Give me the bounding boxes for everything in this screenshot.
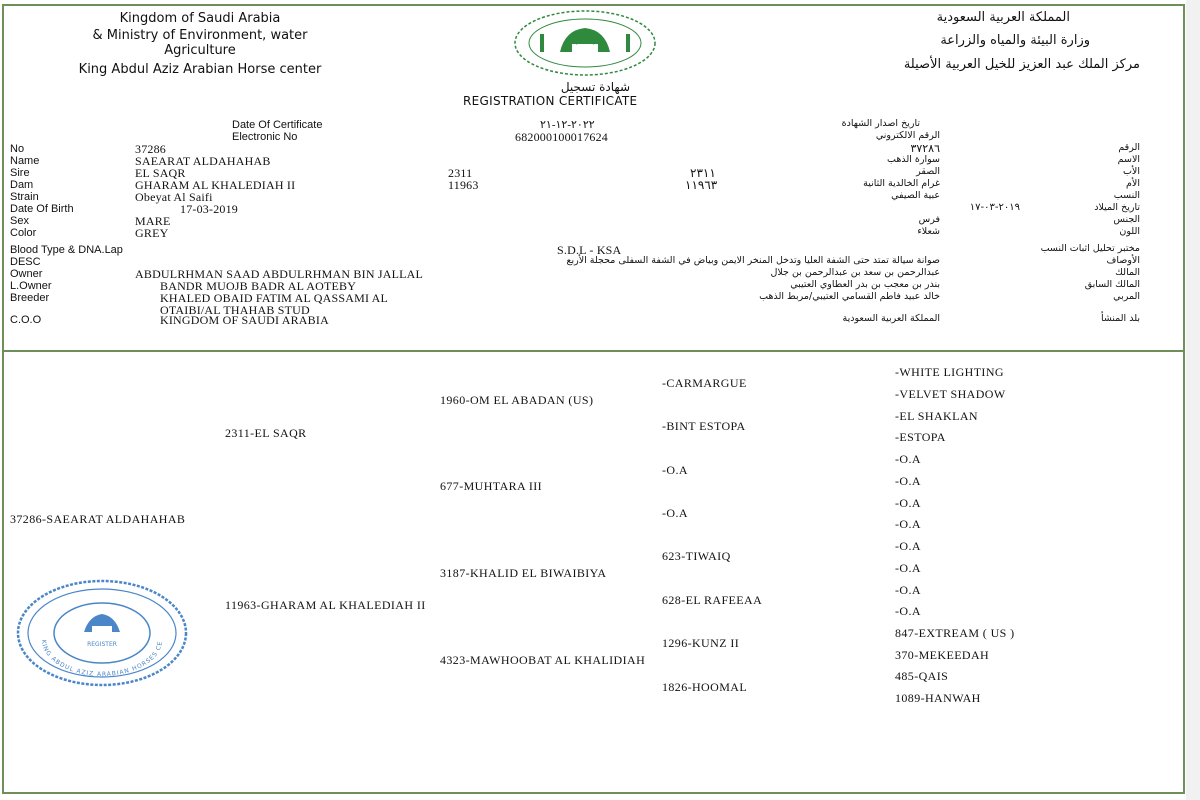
owner-label: Owner [10, 268, 43, 280]
pedigree-g4-11: -O.A [895, 583, 921, 597]
date-label: Date Of Certificate [232, 119, 323, 131]
no-value-ar: ٣٧٢٨٦ [910, 142, 940, 155]
pedigree-g3-7: 1296-KUNZ II [662, 636, 740, 650]
breeder-label: Breeder [10, 292, 50, 304]
header-en-line3: Agriculture [164, 43, 236, 58]
pedigree-g3-3: -O.A [662, 463, 688, 477]
pedigree-g4-8: -O.A [895, 517, 921, 531]
pedigree-g4-13: 847-EXTREAM ( US ) [895, 626, 1015, 640]
name-value: SAEARAT ALDAHAHAB [135, 154, 271, 168]
coo-label: C.O.O [10, 314, 42, 326]
pedigree-g4-16: 1089-HANWAH [895, 691, 981, 705]
dam-value-ar: غرام الخالدية الثانية [863, 178, 940, 189]
section-divider [2, 350, 1185, 352]
pedigree-g4-10: -O.A [895, 561, 921, 575]
desc-label-ar: الأوصاف [1106, 255, 1140, 266]
blood-label-ar: مختبر تحليل اثبات النسب [1040, 243, 1140, 254]
sire-value: EL SAQR [135, 166, 186, 180]
header-en-line2: & Ministry of Environment, water [92, 28, 308, 43]
no-label-ar: الرقم [1118, 142, 1140, 153]
pedigree-dam-sire: 3187-KHALID EL BIWAIBIYA [440, 566, 607, 580]
pedigree-g4-4: -ESTOPA [895, 430, 946, 444]
pedigree-g4-5: -O.A [895, 452, 921, 466]
seal-ring-text: KING ABDUL AZIZ ARABIAN HORSES CE [39, 639, 165, 679]
page-edge [1186, 0, 1200, 800]
pedigree-dam-dam: 4323-MAWHOOBAT AL KHALIDIAH [440, 653, 646, 667]
electronic-label-ar: الرقم الالكتروني [875, 130, 940, 141]
center-seal-icon [14, 578, 190, 688]
pedigree-g4-7: -O.A [895, 496, 921, 510]
desc-label: DESC [10, 256, 41, 268]
sex-label: Sex [10, 215, 29, 227]
color-label: Color [10, 227, 37, 239]
pedigree-sire: 2311-EL SAQR [225, 426, 307, 440]
sire-label: Sire [10, 167, 30, 179]
sex-value-ar: فرس [918, 214, 940, 225]
breeder-value-ar: خالد عبيد فاطم القسامي العتيبي/مربط الذهب [759, 291, 940, 302]
sire-number-ar: ٢٣١١ [690, 166, 716, 180]
no-value: 37286 [135, 142, 166, 156]
owner-value-ar: عبدالرحمن بن سعد بن عبدالرحمن بن جلال [770, 267, 940, 278]
coo-value: KINGDOM OF SAUDI ARABIA [160, 313, 329, 327]
pedigree-g3-5: 623-TIWAIQ [662, 549, 731, 563]
strain-value: Obeyat Al Saifi [135, 190, 213, 204]
pedigree-g3-2: -BINT ESTOPA [662, 419, 746, 433]
pedigree-dam: 11963-GHARAM AL KHALEDIAH II [225, 598, 426, 612]
dob-value-ar: ٢٠١٩-٠٣-١٧ [969, 202, 1020, 213]
name-label-ar: الاسم [1117, 154, 1140, 165]
sex-value: MARE [135, 214, 171, 228]
pedigree-g4-15: 485-QAIS [895, 669, 949, 683]
pedigree-g3-4: -O.A [662, 506, 688, 520]
pedigree-horse: 37286-SAEARAT ALDAHAHAB [10, 512, 186, 526]
color-value-ar: شعلاء [917, 226, 940, 237]
coo-label-ar: بلد المنشأ [1100, 313, 1140, 324]
color-label-ar: اللون [1119, 226, 1140, 237]
name-label: Name [10, 155, 40, 167]
sire-value-ar: الصقر [916, 166, 940, 177]
dam-number-ar: ١١٩٦٣ [685, 178, 718, 192]
electronic-label: Electronic No [232, 131, 298, 143]
color-value: GREY [135, 226, 169, 240]
pedigree-g3-6: 628-EL RAFEEAA [662, 593, 763, 607]
pedigree-g3-8: 1826-HOOMAL [662, 680, 748, 694]
ministry-logo-icon [510, 8, 660, 78]
electronic-value: 682000100017624 [515, 130, 608, 144]
pedigree-sire-sire: 1960-OM EL ABADAN (US) [440, 393, 594, 407]
lowner-value: BANDR MUOJB BADR AL AOTEBY [160, 279, 357, 293]
pedigree-g4-6: -O.A [895, 474, 921, 488]
pedigree-g3-1: -CARMARGUE [662, 376, 747, 390]
pedigree-g4-1: -WHITE LIGHTING [895, 365, 1004, 379]
pedigree-sire-dam: 677-MUHTARA III [440, 479, 543, 493]
lowner-value-ar: بندر بن معجب بن بدر العطاوي العتيبي [790, 279, 940, 290]
sire-number: 2311 [448, 166, 473, 180]
owner-label-ar: المالك [1115, 267, 1140, 278]
name-value-ar: سوارة الذهب [887, 154, 940, 165]
pedigree-g4-14: 370-MEKEEDAH [895, 648, 990, 662]
strain-label-ar: النسب [1113, 190, 1140, 201]
strain-label: Strain [10, 191, 39, 203]
title-en: REGISTRATION CERTIFICATE [463, 94, 638, 108]
pedigree-g4-12: -O.A [895, 604, 921, 618]
header-en-line1: Kingdom of Saudi Arabia [119, 11, 281, 26]
pedigree-g4-3: -EL SHAKLAN [895, 409, 978, 423]
breeder-label-ar: المربي [1113, 291, 1140, 302]
header-ar-line1: المملكة العربية السعودية [936, 10, 1070, 25]
sire-label-ar: الأب [1122, 166, 1140, 177]
lowner-label-ar: المالك السابق [1084, 279, 1140, 290]
sex-label-ar: الجنس [1113, 214, 1140, 225]
no-label: No [10, 143, 25, 155]
dam-value: GHARAM AL KHALEDIAH II [135, 178, 296, 192]
dam-label-ar: الأم [1126, 178, 1140, 189]
header-ar-line3: مركز الملك عبد العزيز للخيل العربية الأصيلة [903, 57, 1140, 72]
coo-value-ar: المملكة العربية السعودية [842, 313, 940, 324]
dob-value: 17-03-2019 [180, 202, 238, 216]
seal-register-text: REGISTER [87, 641, 117, 648]
lowner-label: L.Owner [10, 280, 52, 292]
pedigree-g4-2: -VELVET SHADOW [895, 387, 1006, 401]
header-en-center: King Abdul Aziz Arabian Horse center [78, 62, 322, 77]
dob-label: Date Of Birth [10, 203, 74, 215]
dob-label-ar: تاريخ الميلاد [1094, 202, 1140, 213]
date-label-ar: تاريخ اصدار الشهادة [841, 118, 920, 129]
strain-value-ar: عبية الصيفي [891, 190, 940, 201]
blood-label: Blood Type & DNA.Lap [10, 244, 123, 256]
owner-value: ABDULRHMAN SAAD ABDULRHMAN BIN JALLAL [135, 267, 424, 281]
blood-value: S.D.L - KSA [557, 243, 622, 257]
dam-label: Dam [10, 179, 34, 191]
breeder-value: KHALED OBAID FATIM AL QASSAMI AL [160, 291, 389, 305]
desc-value-ar: صوانة سيالة تمتد حتى الشفة العليا وتدخل المنخر الايمن وبياض في الشفة السفلى محجلة الأربع [566, 255, 940, 266]
dam-number: 11963 [448, 178, 479, 192]
date-value: ٢٠٢٢-١٢-٢١ [540, 119, 595, 131]
header-ar-line2: وزارة البيئة والمياه والزراعة [940, 33, 1090, 48]
pedigree-g4-9: -O.A [895, 539, 921, 553]
breeder-value-line2: OTAIBI/AL THAHAB STUD [160, 303, 310, 317]
title-ar: شهادة تسجيل [560, 80, 630, 94]
